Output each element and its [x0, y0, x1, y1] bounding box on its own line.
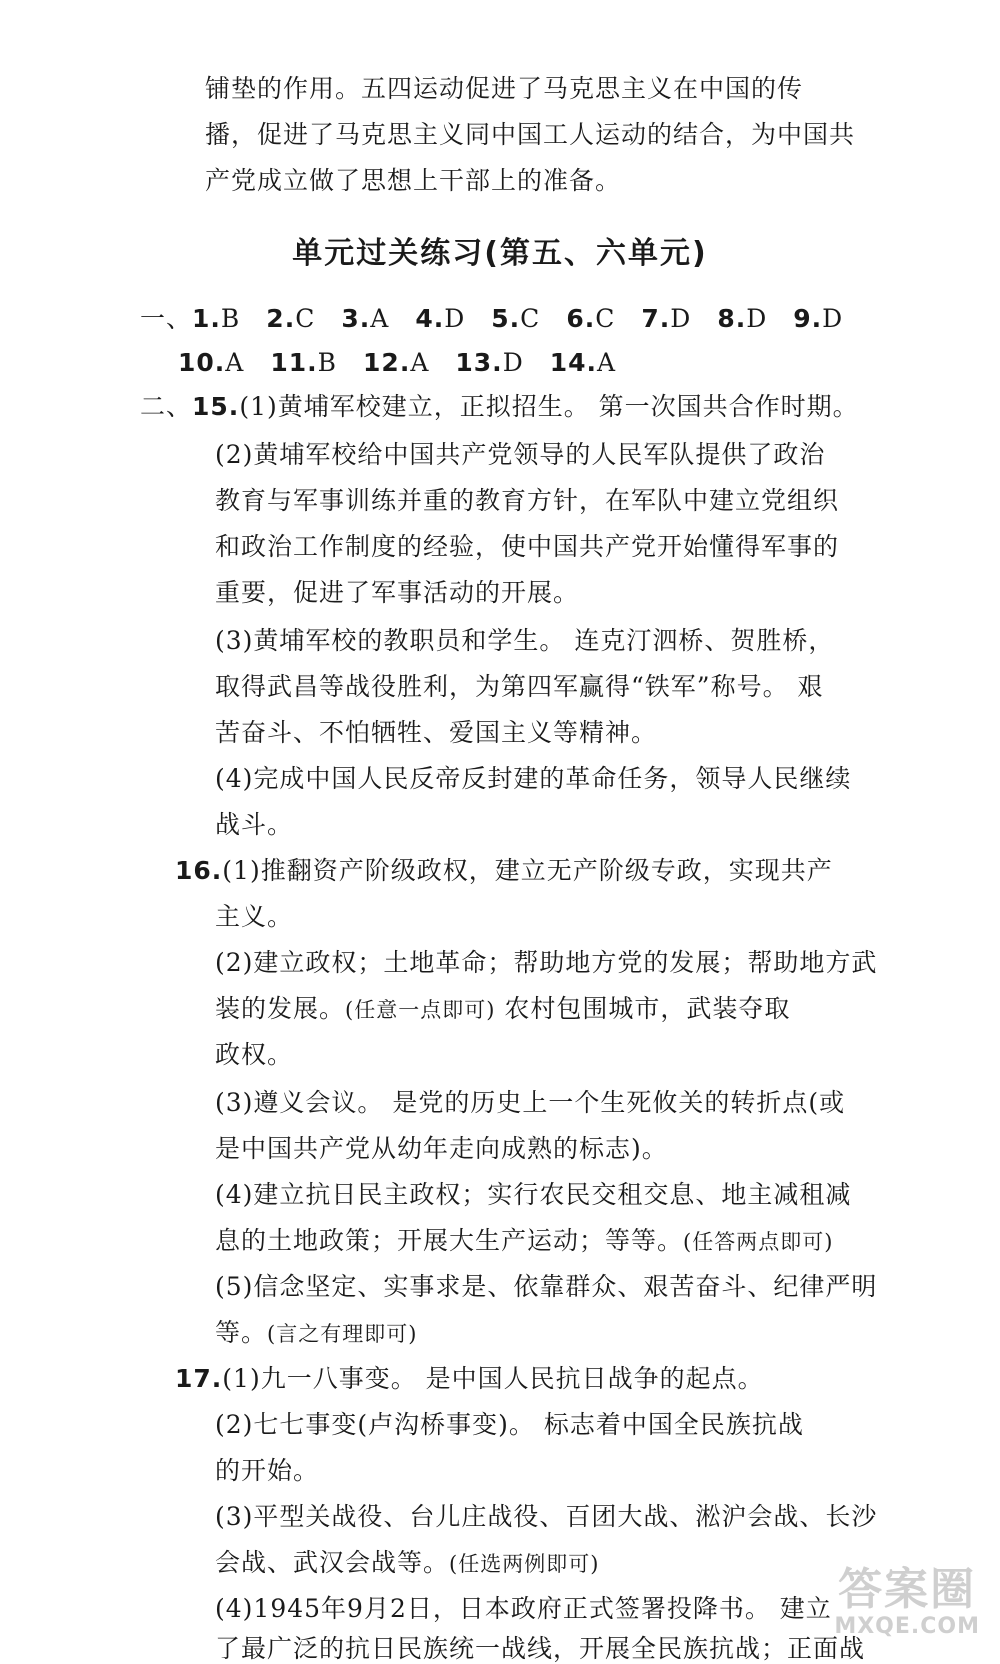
q16-note: (任意一点即可)	[345, 998, 496, 1022]
q15-line-7: 取得武昌等战役胜利，为第四军赢得“铁军”称号。 艰	[215, 672, 824, 701]
q17-line-2: (2)七七事变(卢沟桥事变)。 标志着中国全民族抗战	[215, 1410, 804, 1439]
section-title: 单元过关练习(第五、六单元)	[292, 236, 708, 271]
q15-line-6: (3)黄埔军校的教职员和学生。 连克汀泗桥、贺胜桥，	[215, 626, 835, 655]
mc-answer: B	[317, 348, 338, 377]
mc-num: 13.	[455, 348, 503, 377]
q17-line-4: (3)平型关战役、台儿庄战役、百团大战、淞沪会战、长沙	[215, 1502, 878, 1531]
q15-line-4: 和政治工作制度的经验，使中国共产党开始懂得军事的	[215, 532, 840, 561]
q16-line-6: (3)遵义会议。 是党的历史上一个生死攸关的转折点(或	[215, 1088, 846, 1117]
mc-num: 2.	[266, 304, 296, 333]
mc-num: 7.	[641, 304, 671, 333]
mc-answer: A	[597, 348, 617, 377]
mc-answer: A	[410, 348, 430, 377]
mc-row-2	[178, 348, 642, 378]
q17-note: (任选两例即可)	[449, 1552, 600, 1576]
mc-answer: D	[670, 304, 692, 333]
q16-text: 息的土地政策；开展大生产运动；等等。	[215, 1226, 684, 1255]
q16-line-3: (2)建立政权；土地革命；帮助地方党的发展；帮助地方武	[215, 948, 878, 977]
mc-answer: C	[595, 304, 616, 333]
q15-line-5: 重要，促进了军事活动的开展。	[215, 578, 580, 607]
q17-text: (1)九一八事变。 是中国人民抗日战争的起点。	[222, 1364, 764, 1393]
mc-num: 14.	[549, 348, 598, 377]
mc-answer: A	[225, 348, 245, 377]
mc-answer: D	[444, 304, 466, 333]
q16-line-10: (5)信念坚定、实事求是、依靠群众、艰苦奋斗、纪律严明	[215, 1272, 878, 1301]
q16-note: (任答两点即可)	[683, 1230, 834, 1254]
mc-num: 11.	[270, 348, 318, 377]
mc-num: 10.	[178, 348, 226, 377]
intro-line-1: 铺垫的作用。五四运动促进了马克思主义在中国的传	[205, 74, 804, 103]
q15-line-9: (4)完成中国人民反帝反封建的革命任务，领导人民继续	[215, 764, 852, 793]
q16-line-9	[215, 1226, 833, 1257]
q16-note: (言之有理即可)	[267, 1322, 418, 1346]
q16-text: (1)推翻资产阶级政权，建立无产阶级专政，实现共产	[222, 856, 833, 885]
q15-line-3: 教育与军事训练并重的教育方针，在军队中建立党组织	[215, 486, 840, 515]
q16-line-11	[215, 1318, 417, 1349]
mc-num: 4.	[415, 304, 445, 333]
mc-num: 6.	[566, 304, 596, 333]
mc-answer: D	[822, 304, 844, 333]
watermark-url: MXQE.COM	[834, 1614, 980, 1639]
q15-number: 15.	[192, 392, 240, 421]
q16-text: 装的发展。	[215, 994, 346, 1023]
mc-answer: A	[370, 304, 390, 333]
part1-label: 一、	[140, 304, 193, 333]
q15-line-1	[140, 392, 859, 422]
mc-num: 5.	[491, 304, 521, 333]
q17-number: 17.	[175, 1364, 223, 1393]
mc-num: 8.	[717, 304, 747, 333]
q15-line-8: 苦奋斗、不怕牺牲、爱国主义等精神。	[215, 718, 658, 747]
q16-text: 农村包围城市，武装夺取	[495, 994, 791, 1023]
q16-text: 等。	[215, 1318, 268, 1347]
q15-text: (1)黄埔军校建立，正拟招生。 第一次国共合作时期。	[239, 392, 859, 421]
mc-answer: D	[502, 348, 524, 377]
q17-line-3: 的开始。	[215, 1456, 320, 1485]
intro-line-3: 产党成立做了思想上干部上的准备。	[205, 166, 622, 195]
q15-line-2: (2)黄埔军校给中国共产党领导的人民军队提供了政治	[215, 440, 826, 469]
watermark-logo: 答案圈	[838, 1564, 977, 1615]
q16-line-4	[215, 994, 790, 1025]
q17-line-5	[215, 1548, 599, 1579]
q16-line-1	[175, 856, 833, 886]
part2-label: 二、	[140, 392, 193, 421]
q17-line-6: (4)1945年9月2日，日本政府正式签署投降书。 建立	[215, 1594, 832, 1623]
q15-line-10: 战斗。	[215, 810, 294, 839]
mc-answer: C	[295, 304, 316, 333]
q17-line-1	[175, 1364, 764, 1394]
mc-answer: B	[220, 304, 241, 333]
q16-line-5: 政权。	[215, 1040, 294, 1069]
q17-text: 会战、武汉会战等。	[215, 1548, 450, 1577]
watermark	[834, 1566, 980, 1639]
q17-line-7: 了最广泛的抗日民族统一战线，开展全民族抗战；正面战	[215, 1634, 866, 1663]
mc-num: 12.	[363, 348, 411, 377]
intro-line-2: 播，促进了马克思主义同中国工人运动的结合，为中国共	[205, 120, 856, 149]
mc-num: 1.	[192, 304, 221, 333]
mc-answer: C	[520, 304, 541, 333]
mc-answer: D	[746, 304, 768, 333]
q16-line-8: (4)建立抗日民主政权；实行农民交租交息、地主减租减	[215, 1180, 852, 1209]
mc-num: 9.	[793, 304, 823, 333]
q16-number: 16.	[175, 856, 223, 885]
mc-num: 3.	[341, 304, 371, 333]
q16-line-7: 是中国共产党从幼年走向成熟的标志)。	[215, 1134, 668, 1163]
mc-row-1	[140, 304, 869, 334]
q16-line-2: 主义。	[215, 902, 294, 931]
